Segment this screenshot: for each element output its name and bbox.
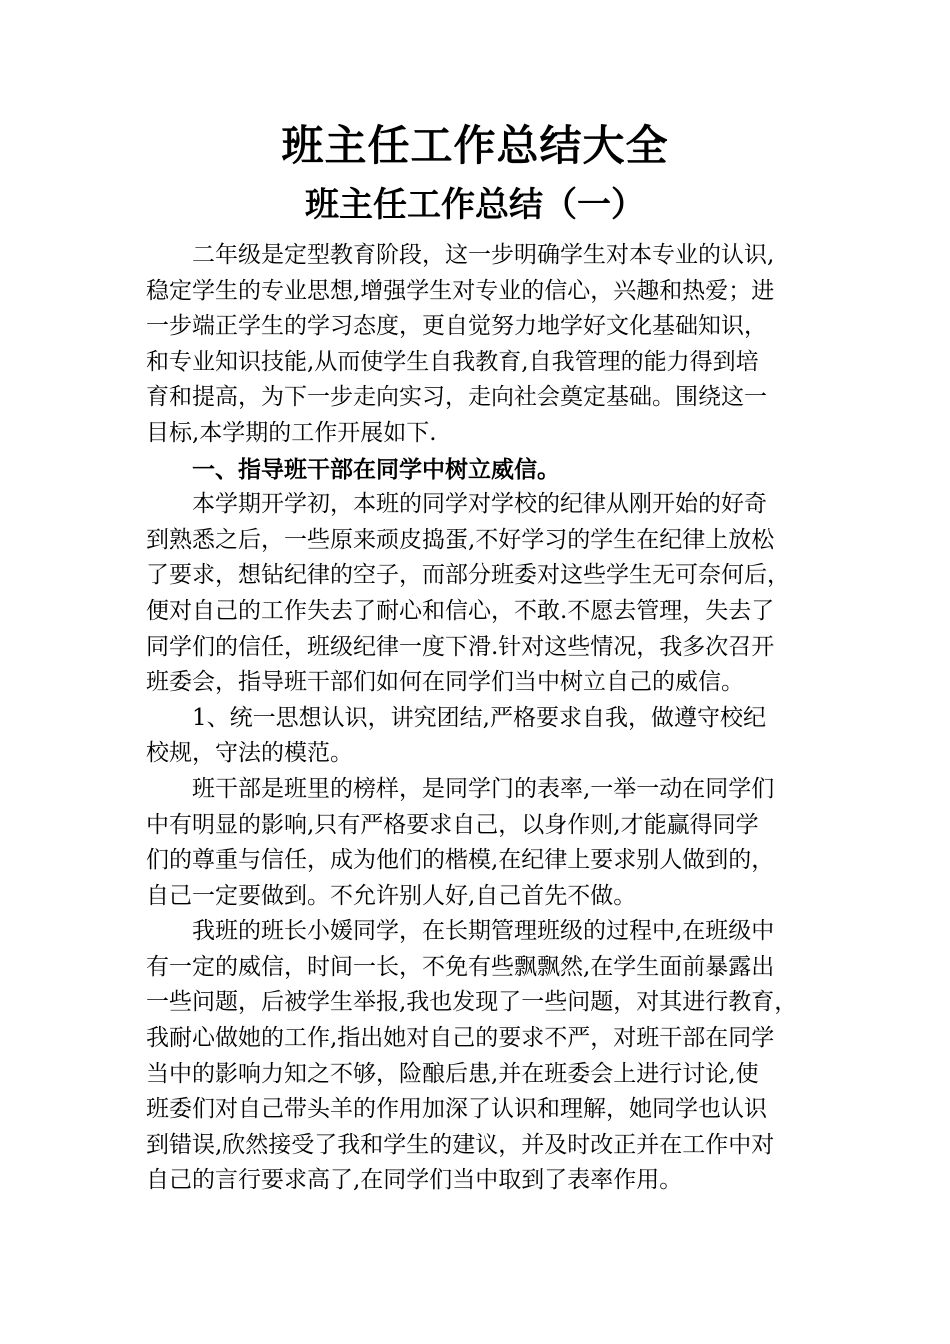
document-title: 班主任工作总结大全 [281, 121, 669, 170]
document-body [146, 238, 812, 1199]
text-line: 同学们的信任，班级纪律一度下滑.针对这些情况，我多次召开 [146, 633, 775, 660]
text-line: 有一定的威信，时间一长，不免有些飘飘然,在学生面前暴露出 [146, 953, 775, 980]
text-line: 到熟悉之后，一些原来顽皮捣蛋,不好学习的学生在纪律上放松 [146, 526, 775, 553]
text-line: 目标,本学期的工作开展如下. [146, 419, 437, 446]
text-line: 班干部是班里的榜样，是同学门的表率,一举一动在同学们 [192, 775, 775, 802]
text-line: 自己一定要做到。不允许别人好,自己首先不做。 [146, 882, 637, 909]
text-line: 了要求，想钻纪律的空子，而部分班委对这些学生无可奈何后， [146, 562, 790, 589]
text-line: 我耐心做她的工作,指出她对自己的要求不严，对班干部在同学 [146, 1025, 775, 1052]
text-line: 育和提高，为下一步走向实习，走向社会奠定基础。围绕这一 [146, 384, 767, 411]
text-line: 一步端正学生的学习态度，更自觉努力地学好文化基础知识， [146, 313, 767, 340]
text-line: 到错误,欣然接受了我和学生的建议，并及时改正并在工作中对 [146, 1131, 775, 1158]
text-line: 本学期开学初，本班的同学对学校的纪律从刚开始的好奇 [192, 491, 767, 518]
section-heading: 一、指导班干部在同学中树立威信。 [192, 455, 560, 483]
text-line: 校规，守法的模范。 [146, 740, 353, 767]
text-line: 当中的影响力知之不够，险酿后患,并在班委会上进行讨论,使 [146, 1060, 759, 1087]
text-line: 1、统一思想认识，讲究团结,严格要求自我，做遵守校纪 [192, 704, 766, 731]
document-subtitle: 班主任工作总结（一） [305, 185, 645, 225]
text-line: 一些问题，后被学生举报,我也发现了一些问题，对其进行教育， [146, 989, 798, 1016]
text-line: 和专业知识技能,从而使学生自我教育,自我管理的能力得到培 [146, 348, 759, 375]
text-line: 中有明显的影响,只有严格要求自己，以身作则,才能赢得同学 [146, 811, 759, 838]
text-line: 自己的言行要求高了,在同学们当中取到了表率作用。 [146, 1167, 683, 1194]
text-line: 班委会，指导班干部们如何在同学们当中树立自己的威信。 [146, 669, 744, 696]
text-line: 二年级是定型教育阶段，这一步明确学生对本专业的认识, [192, 242, 775, 268]
text-line: 班委们对自己带头羊的作用加深了认识和理解，她同学也认识 [146, 1096, 767, 1123]
text-line: 稳定学生的专业思想,增强学生对专业的信心，兴趣和热爱；进 [146, 277, 775, 304]
text-line: 们的尊重与信任，成为他们的楷模,在纪律上要求别人做到的， [146, 847, 775, 874]
text-line: 我班的班长小媛同学，在长期管理班级的过程中,在班级中 [192, 918, 775, 945]
text-line: 便对自己的工作失去了耐心和信心，不敢.不愿去管理，失去了 [146, 597, 775, 624]
